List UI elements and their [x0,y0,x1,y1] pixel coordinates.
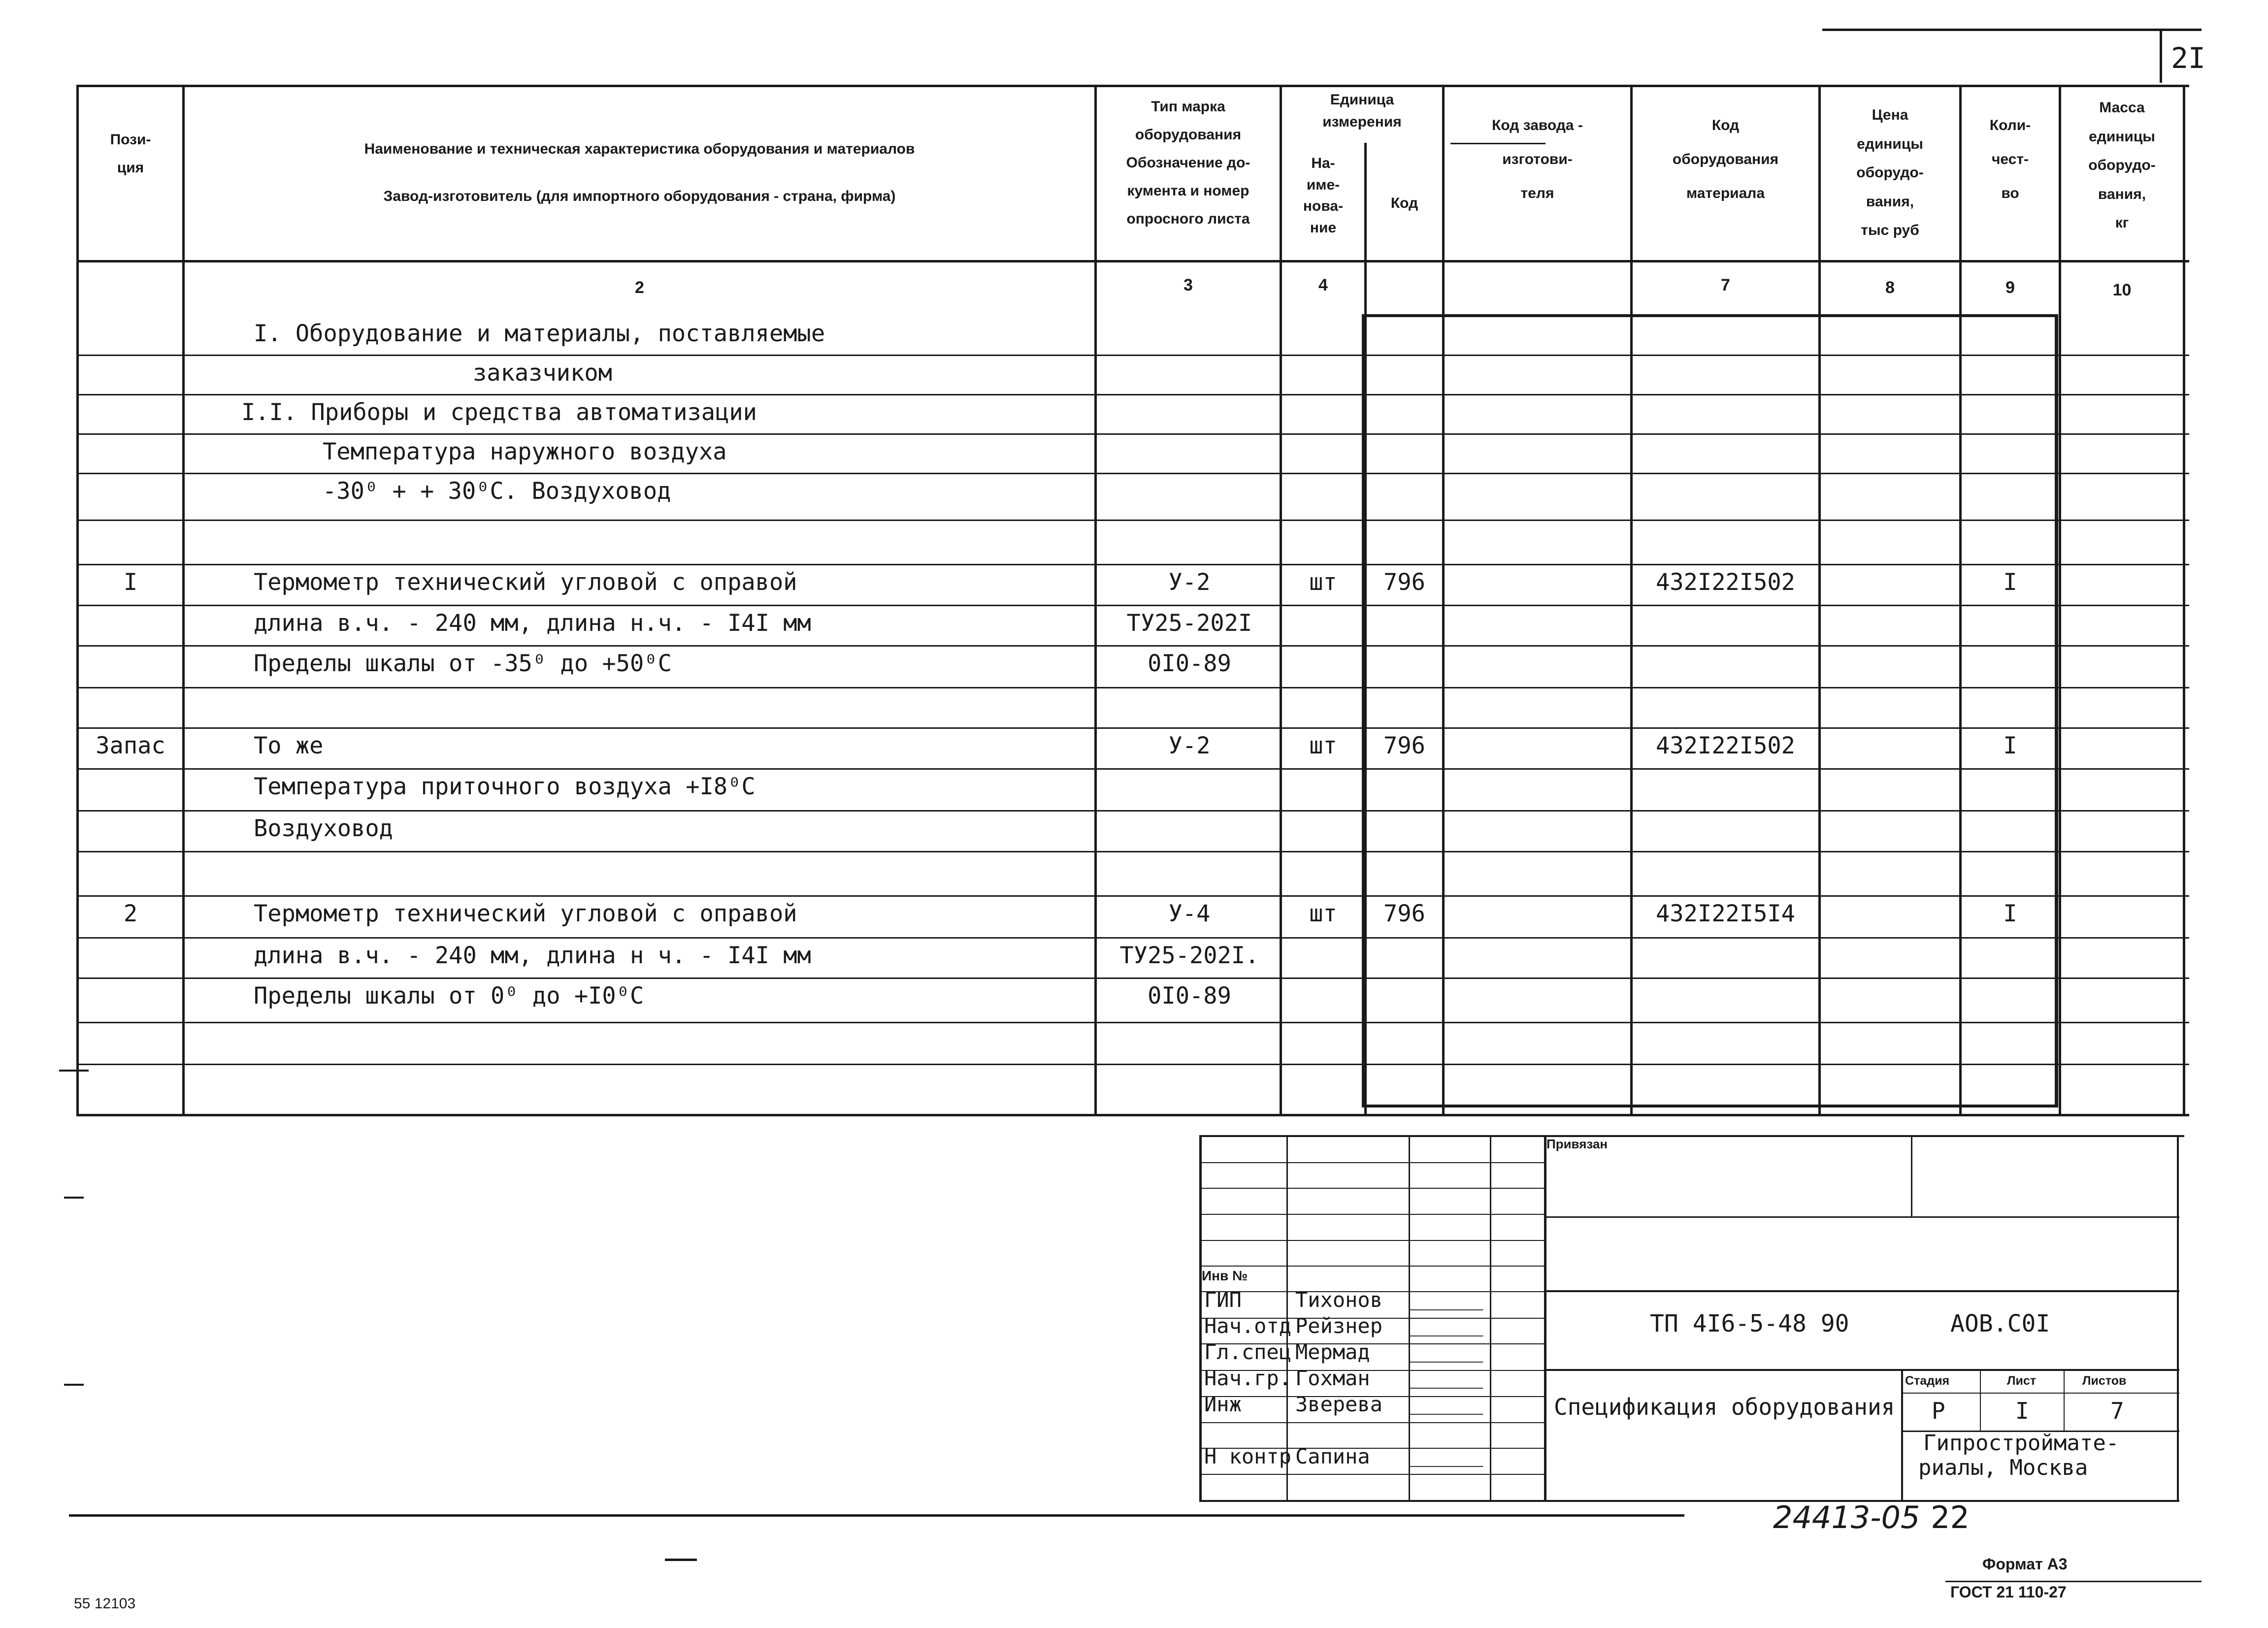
signature-mark [1409,1390,1492,1415]
table-cell-code: 796 [1383,732,1425,759]
signature-mark [1409,1286,1492,1310]
signer-name: Тихонов [1295,1288,1383,1312]
row-divider [76,605,2189,606]
stage-value: Р [1932,1398,1945,1424]
header-name: Наименование и техническая характеристика оборудования и материалов Завод-изготовитель (для импортного оборудования - страна, фирма) [364,141,915,204]
row-divider [76,937,2189,939]
table-cell-name: -30⁰ + + 30⁰С. Воздуховод [323,478,671,505]
signer-role: Н контр [1204,1444,1292,1468]
column-number: 8 [1885,278,1895,297]
table-cell-type: ТУ25-202I. [1119,942,1259,969]
table-cell-name: То же [254,732,324,759]
table-cell-code: 796 [1383,900,1425,927]
signer-role: Гл.спец [1204,1340,1292,1364]
table-cell-name: I.I. Приборы и средства автоматизации [241,399,757,426]
table-cell-matcode: 432I22I502 [1656,732,1795,759]
sheet-value: I [2015,1398,2029,1424]
page-number: 2I [2171,41,2205,75]
project-code: ТП 4I6-5-48 90 [1650,1310,1849,1337]
signer-role: Нач.отд [1204,1314,1292,1338]
row-divider [76,355,2189,356]
signature-mark [1409,1442,1492,1467]
table-cell-name: длина в.ч. - 240 мм, длина н ч. - I4I мм [254,942,811,969]
signature-mark [1409,1364,1492,1389]
column-number: 2 [635,278,644,297]
table-cell-type: ТУ25-202I [1126,610,1252,637]
table-cell-name: Температура приточного воздуха +I8⁰С [254,773,756,800]
footer-left-code: 55 12103 [74,1595,136,1612]
table-cell-type: У-4 [1168,900,1211,927]
row-divider [76,433,2189,435]
stage-label: Стадия [1905,1374,1950,1388]
privyazan-label: Привязан [1546,1137,1608,1151]
table-cell-matcode: 432I22I502 [1656,569,1795,596]
table-cell-unit: шт [1309,732,1337,759]
row-divider [76,687,2189,688]
header-material-code: Код оборудования материала [1672,117,1779,201]
inventory-label: Инв № [1202,1268,1248,1283]
table-cell-pos: 2 [123,900,138,927]
table-cell-name: Температура наружного воздуха [323,438,727,465]
row-divider [76,645,2189,647]
column-number: 4 [1318,276,1328,294]
signer-role: ГИП [1204,1288,1242,1312]
row-divider [76,394,2189,395]
table-cell-type: 0I0-89 [1148,650,1231,677]
table-cell-qty: I [2003,900,2017,927]
row-divider [76,473,2189,474]
header-mass: Масса единицы оборудо- вания, кг [2088,99,2156,231]
document-title: Спецификация оборудования [1554,1394,1895,1420]
table-cell-name: Термометр технический угловой с оправой [254,900,797,927]
table-cell-unit: шт [1309,900,1337,927]
table-cell-name: Термометр технический угловой с оправой [254,569,797,596]
organization-line1: Гипростройматe- [1923,1431,2119,1456]
row-divider [76,1064,2189,1065]
header-unit-code: Код [1390,195,1418,211]
archive-number: 24413-05 [1773,1499,1920,1535]
column-number: 10 [2112,281,2132,299]
table-cell-name: заказчиком [473,359,612,387]
document-code: АОВ.С0I [1950,1310,2050,1337]
table-cell-name: длина в.ч. - 240 мм, длина н.ч. - I4I мм [254,610,811,637]
header-maker-code: Код завода - изготови- теля [1492,117,1583,201]
signer-name: Гохман [1295,1366,1370,1390]
row-divider [76,520,2189,521]
signer-role: Инж [1204,1392,1242,1416]
row-divider [76,727,2189,729]
header-price: Цена единицы оборудо- вания, тыс руб [1856,107,1924,238]
table-cell-name: Пределы шкалы от -35⁰ до +50⁰С [254,650,672,677]
header-unit-name: На- име- нова- ние [1303,155,1344,236]
table-cell-name: Пределы шкалы от 0⁰ до +I0⁰С [254,982,644,1009]
table-cell-qty: I [2003,732,2017,759]
header-position: Пози- ция [110,131,151,176]
signature-mark [1409,1312,1492,1336]
table-cell-code: 796 [1383,569,1425,596]
signer-role: Нач.гр. [1204,1366,1292,1390]
table-cell-unit: шт [1309,569,1337,596]
row-divider [76,810,2189,812]
gost-label: ГОСТ 21 110-27 [1950,1583,2067,1601]
table-cell-pos: I [123,569,138,596]
column-number: 9 [2005,278,2015,297]
organization-line2: риалы, Москва [1918,1455,2088,1480]
header-quantity: Коли- чест- во [1989,117,2031,201]
format-label: Формат А3 [1982,1555,2068,1573]
table-cell-name: I. Оборудование и материалы, поставляемые [254,320,825,347]
table-cell-type: У-2 [1168,569,1211,596]
row-divider [76,851,2189,852]
header-type: Тип марка оборудования Обозначение до- кумента и номер опросного листа [1126,98,1250,227]
row-divider [76,977,2189,979]
handwritten-page: 22 [1931,1499,1970,1535]
column-number: 3 [1183,276,1193,294]
table-cell-pos: Запас [96,732,165,759]
table-cell-name: Воздуховод [254,815,393,842]
signer-name: Зверева [1295,1392,1383,1416]
signature-mark [1409,1338,1492,1363]
sheet-label: Лист [2007,1374,2037,1388]
signer-name: Сапина [1295,1444,1370,1468]
row-divider [76,895,2189,897]
sheets-label: Листов [2082,1374,2127,1388]
signer-name: Рейзнер [1295,1314,1383,1338]
table-cell-matcode: 432I22I5I4 [1656,900,1795,927]
signer-name: Мермад [1295,1340,1370,1364]
column-number: 7 [1721,276,1730,294]
header-unit-group: Единица измерения [1322,92,1402,130]
row-divider [76,1022,2189,1023]
row-divider [76,564,2189,565]
row-divider [76,768,2189,770]
sheets-value: 7 [2110,1398,2124,1424]
table-cell-type: 0I0-89 [1148,982,1231,1009]
table-cell-type: У-2 [1168,732,1211,759]
table-cell-qty: I [2003,569,2017,596]
